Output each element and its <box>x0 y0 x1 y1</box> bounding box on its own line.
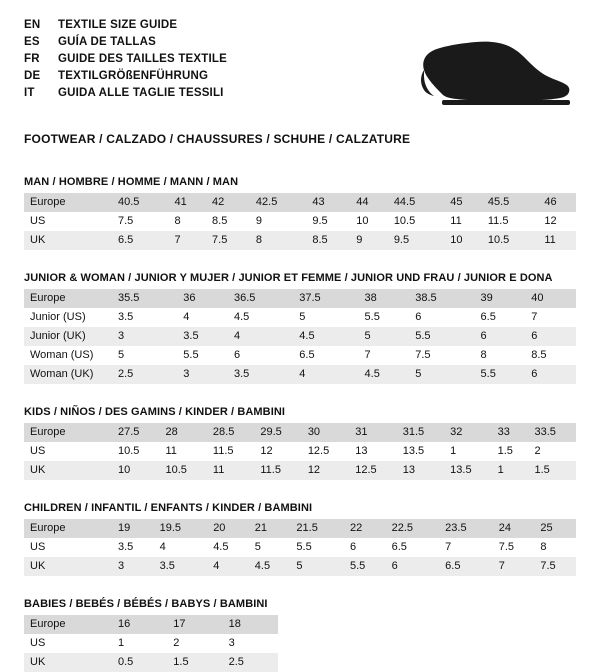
cell: 1.5 <box>167 653 222 672</box>
cell: 8.5 <box>212 215 228 227</box>
cell: 23.5 <box>439 519 493 538</box>
cell: 32 <box>444 423 491 442</box>
table-row <box>24 653 278 672</box>
cell: 42 <box>206 193 250 212</box>
cell: 1 <box>492 461 529 480</box>
table-row <box>24 442 576 461</box>
cell: 22.5 <box>386 519 440 538</box>
cell: 9 <box>255 215 263 227</box>
cell: 21 <box>249 519 291 538</box>
row-label: US <box>30 637 46 649</box>
table-row <box>24 289 576 308</box>
language-title-list <box>24 18 227 101</box>
section-title: KIDS / NIÑOS / DES GAMINS / KINDER / BAMBINI <box>24 406 286 418</box>
cell: 40 <box>525 289 576 308</box>
cell: 3.5 <box>228 365 293 384</box>
table-row <box>24 557 576 576</box>
cell: 19 <box>112 519 154 538</box>
section-title: MAN / HOMBRE / HOMME / MANN / MAN <box>24 176 239 188</box>
cell: 16 <box>112 615 167 634</box>
cell: 44.5 <box>388 193 444 212</box>
cell: 3 <box>112 557 154 576</box>
cell: 6.5 <box>480 311 496 323</box>
size-table-babies <box>24 615 278 672</box>
language-code: EN <box>24 19 41 31</box>
cell: 12 <box>260 445 273 457</box>
row-label: UK <box>24 557 112 576</box>
section-children <box>24 502 576 576</box>
cell: 20 <box>207 519 249 538</box>
cell: 31 <box>349 423 396 442</box>
cell: 8.5 <box>531 349 547 361</box>
table-row <box>24 423 576 442</box>
cell: 33.5 <box>528 423 576 442</box>
cell: 9.5 <box>312 215 328 227</box>
language-code: ES <box>24 36 40 48</box>
row-label: Europe <box>24 423 112 442</box>
cell: 7 <box>531 311 538 323</box>
cell: 41 <box>168 193 206 212</box>
cell: 10.5 <box>118 445 140 457</box>
cell: 37.5 <box>293 289 358 308</box>
cell: 5.5 <box>183 349 199 361</box>
cell: 4 <box>183 311 190 323</box>
row-label: Europe <box>24 519 112 538</box>
cell: 6 <box>349 541 357 553</box>
row-label: Europe <box>24 615 112 634</box>
cell: 1.5 <box>528 461 576 480</box>
section-title: BABIES / BEBÉS / BÉBÉS / BABYS / BAMBINI <box>24 598 268 610</box>
table-row <box>24 193 576 212</box>
cell: 11 <box>207 461 254 480</box>
cell: 6.5 <box>112 231 168 250</box>
cell: 7.5 <box>415 349 431 361</box>
row-label: UK <box>24 461 112 480</box>
cell: 43 <box>306 193 350 212</box>
cell: 10.5 <box>393 215 416 227</box>
row-label: Woman (US) <box>30 349 94 361</box>
cell: 6 <box>475 327 526 346</box>
cell: 11.5 <box>487 215 509 227</box>
cell: 12 <box>544 215 557 227</box>
cell: 3 <box>112 327 177 346</box>
cell: 2.5 <box>112 365 177 384</box>
cell: 5 <box>299 311 306 323</box>
cell: 5.5 <box>409 327 474 346</box>
table-row <box>24 308 576 327</box>
cell: 4 <box>228 327 293 346</box>
row-label: UK <box>24 653 112 672</box>
section-title: CHILDREN / INFANTIL / ENFANTS / KINDER / BAMBINI <box>24 502 313 514</box>
size-table-man <box>24 193 576 250</box>
row-label: Europe <box>24 289 112 308</box>
cell: 6.5 <box>391 541 407 553</box>
cell: 12.5 <box>349 461 396 480</box>
cell: 5 <box>359 327 410 346</box>
cell: 46 <box>538 193 576 212</box>
cell: 39 <box>475 289 526 308</box>
cell: 7 <box>168 231 206 250</box>
table-row <box>24 615 278 634</box>
cell: 0.5 <box>112 653 167 672</box>
cell: 5 <box>254 541 261 553</box>
cell: 1.5 <box>497 445 513 457</box>
cell: 6 <box>525 365 576 384</box>
language-code: IT <box>24 87 35 99</box>
section-title: JUNIOR & WOMAN / JUNIOR Y MUJER / JUNIOR ET FEMME / JUNIOR UND FRAU / JUNIOR E DONA <box>24 272 553 284</box>
cell: 4 <box>159 541 166 553</box>
cell: 11 <box>165 445 177 457</box>
cell: 10.5 <box>482 231 538 250</box>
cell: 12.5 <box>307 445 330 457</box>
cell: 11.5 <box>212 445 234 457</box>
cell: 2 <box>173 637 180 649</box>
cell: 9 <box>350 231 388 250</box>
cell: 3.5 <box>118 541 134 553</box>
dress-shoe-icon <box>380 34 570 120</box>
section-babies <box>24 598 576 672</box>
cell: 19.5 <box>154 519 208 538</box>
cell: 3 <box>228 637 235 649</box>
cell: 5.5 <box>364 311 380 323</box>
footwear-category-line: FOOTWEAR / CALZADO / CHAUSSURES / SCHUHE / CALZATURE <box>24 132 411 146</box>
language-title: GUIDE DES TAILLES TEXTILE <box>58 53 227 65</box>
size-table-kids <box>24 423 576 480</box>
cell: 3.5 <box>177 327 228 346</box>
cell: 36.5 <box>228 289 293 308</box>
cell: 3 <box>177 365 228 384</box>
language-title: TEXTILGRÖßENFÜHRUNG <box>58 70 209 82</box>
cell: 4 <box>293 365 358 384</box>
cell: 21.5 <box>290 519 344 538</box>
cell: 10 <box>356 215 369 227</box>
cell: 1 <box>118 637 125 649</box>
cell: 5 <box>409 365 474 384</box>
cell: 6.5 <box>299 349 315 361</box>
row-label: US <box>30 541 46 553</box>
cell: 11 <box>538 231 576 250</box>
cell: 11.5 <box>254 461 301 480</box>
cell: 12 <box>302 461 349 480</box>
language-code: FR <box>24 53 40 65</box>
cell: 5.5 <box>475 365 526 384</box>
cell: 4.5 <box>359 365 410 384</box>
cell: 6 <box>386 557 440 576</box>
cell: 28.5 <box>207 423 254 442</box>
cell: 13.5 <box>444 461 491 480</box>
cell: 25 <box>534 519 576 538</box>
document-header <box>24 18 576 120</box>
table-row <box>24 212 576 231</box>
table-row <box>24 519 576 538</box>
cell: 8 <box>540 541 547 553</box>
cell: 40.5 <box>112 193 168 212</box>
cell: 10.5 <box>159 461 206 480</box>
section-junior-woman <box>24 272 576 384</box>
row-label: UK <box>24 231 112 250</box>
language-title: GUIDA ALLE TAGLIE TESSILI <box>58 87 224 99</box>
cell: 3.5 <box>154 557 208 576</box>
cell: 45.5 <box>482 193 538 212</box>
cell: 29.5 <box>254 423 301 442</box>
cell: 8 <box>250 231 306 250</box>
cell: 22 <box>344 519 386 538</box>
cell: 2 <box>534 445 541 457</box>
table-row <box>24 461 576 480</box>
cell: 42.5 <box>250 193 306 212</box>
row-label: Junior (US) <box>30 311 86 323</box>
cell: 4.5 <box>213 541 229 553</box>
cell: 13 <box>397 461 444 480</box>
cell: 7.5 <box>498 541 515 553</box>
language-title: TEXTILE SIZE GUIDE <box>58 19 178 31</box>
table-row <box>24 634 278 653</box>
cell: 24 <box>493 519 535 538</box>
cell: 6 <box>525 327 576 346</box>
language-title: GUÍA DE TALLAS <box>58 36 156 48</box>
cell: 8 <box>480 349 487 361</box>
size-table-children <box>24 519 576 576</box>
cell: 6 <box>415 311 422 323</box>
cell: 35.5 <box>112 289 177 308</box>
cell: 5 <box>118 349 125 361</box>
cell: 1 <box>450 445 457 457</box>
cell: 9.5 <box>388 231 444 250</box>
cell: 44 <box>350 193 388 212</box>
cell: 7 <box>493 557 535 576</box>
cell: 5.5 <box>296 541 312 553</box>
cell: 33 <box>492 423 529 442</box>
cell: 5.5 <box>344 557 386 576</box>
size-table-junior-woman <box>24 289 576 384</box>
cell: 8 <box>174 215 181 227</box>
cell: 7.5 <box>534 557 576 576</box>
table-row <box>24 365 576 384</box>
cell: 7.5 <box>206 231 250 250</box>
row-label: US <box>30 215 46 227</box>
cell: 10 <box>444 231 482 250</box>
cell: 5 <box>290 557 344 576</box>
cell: 6.5 <box>439 557 493 576</box>
cell: 10 <box>112 461 159 480</box>
cell: 38.5 <box>409 289 474 308</box>
cell: 4 <box>207 557 249 576</box>
cell: 18 <box>223 615 278 634</box>
cell: 13 <box>355 445 368 457</box>
table-row <box>24 231 576 250</box>
cell: 11 <box>450 215 462 227</box>
cell: 4.5 <box>233 311 250 323</box>
language-code: DE <box>24 70 41 82</box>
cell: 7 <box>364 349 371 361</box>
cell: 7 <box>445 541 452 553</box>
cell: 30 <box>302 423 349 442</box>
cell: 8.5 <box>306 231 350 250</box>
row-label: Europe <box>24 193 112 212</box>
row-label: Junior (UK) <box>24 327 112 346</box>
cell: 36 <box>177 289 228 308</box>
cell: 13.5 <box>402 445 425 457</box>
cell: 38 <box>359 289 410 308</box>
cell: 4.5 <box>293 327 358 346</box>
row-label: US <box>30 445 46 457</box>
cell: 28 <box>159 423 206 442</box>
cell: 17 <box>167 615 222 634</box>
row-label: Woman (UK) <box>24 365 112 384</box>
table-row <box>24 538 576 557</box>
cell: 2.5 <box>223 653 278 672</box>
cell: 31.5 <box>397 423 444 442</box>
cell: 6 <box>233 349 241 361</box>
cell: 45 <box>444 193 482 212</box>
section-man <box>24 176 576 250</box>
table-row <box>24 327 576 346</box>
cell: 27.5 <box>112 423 159 442</box>
cell: 4.5 <box>249 557 291 576</box>
cell: 3.5 <box>118 311 134 323</box>
section-kids <box>24 406 576 480</box>
table-row <box>24 346 576 365</box>
cell: 7.5 <box>118 215 134 227</box>
